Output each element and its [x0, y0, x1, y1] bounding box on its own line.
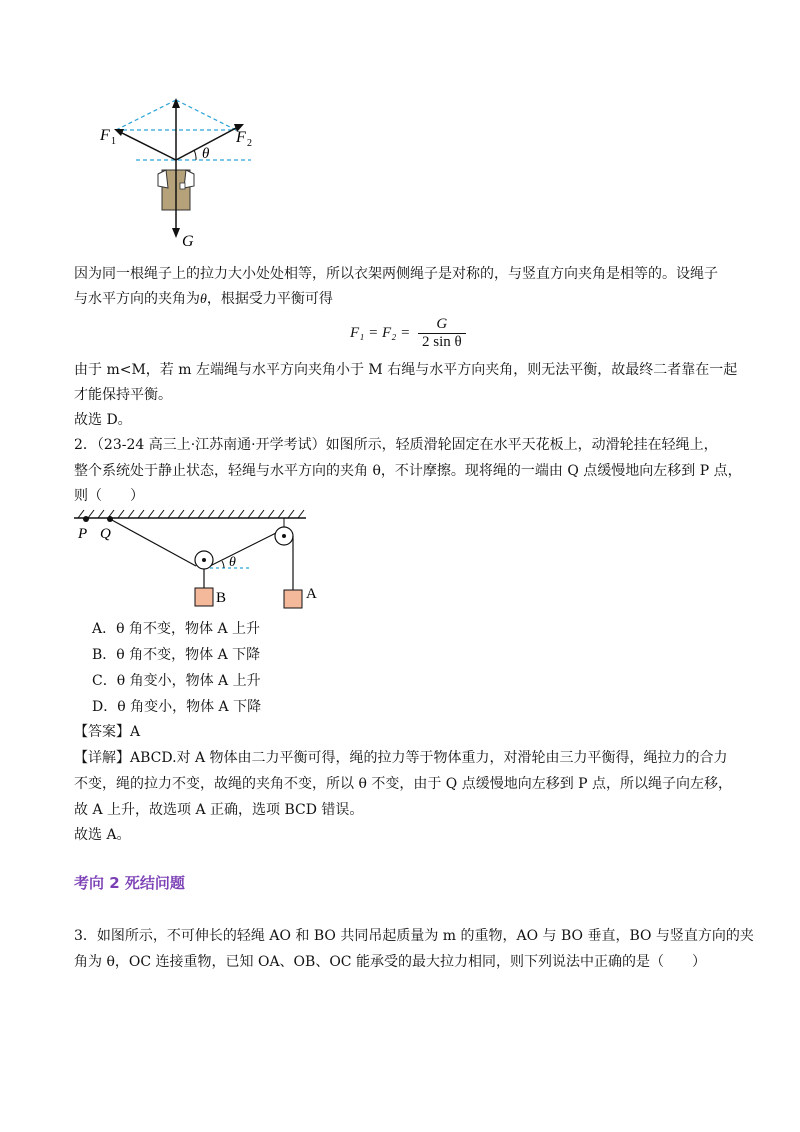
tension-formula: F₁ = F₂ = $\frac{G}{\text{2 sin θ}}$ — [350, 316, 466, 351]
label-theta-2: θ — [229, 555, 236, 570]
label-f1: F — [100, 127, 110, 144]
answer: 【答案】A — [74, 724, 141, 740]
question-2-line-1: 2．（23-24 高三上·江苏南通·开学考试）如图所示，轻质滑轮固定在水平天花板上，动滑轮挂在轻绳上， — [74, 437, 718, 453]
label-f2: F — [236, 129, 246, 146]
question-2-line-2: 整个系统处于静止状态，轻绳与水平方向的夹角 θ，不计摩擦。现将绳的一端由 Q 点缓慢地向左移到 P 点， — [74, 463, 742, 479]
question-3-line-1: 3．如图所示，不可伸长的轻绳 AO 和 BO 共同吊起质量为 m 的重物，AO 与 BO 垂直，BO 与竖直方向的夹 — [74, 928, 754, 944]
paragraph-2-line-2: 才能保持平衡。 — [74, 387, 172, 403]
detail-line-1: 【详解】ABCD.对 A 物体由二力平衡可得，绳的拉力等于物体重力，对滑轮由三力平衡得，绳拉力的合力 — [74, 750, 728, 766]
label-block-b: B — [216, 590, 227, 606]
detail-line-3: 故 A 上升，故选项 A 正确，选项 BCD 错误。 — [74, 802, 364, 818]
force-diagram — [96, 92, 316, 262]
paragraph-2-line-3: 故选 D。 — [74, 412, 132, 428]
question-3-line-2: 角为 θ，OC 连接重物，已知 OA、OB、OC 能承受的最大拉力相同，则下列说法中正确的是（ ） — [74, 954, 706, 970]
pulley-diagram — [74, 506, 324, 611]
label-p: P — [78, 526, 88, 542]
paragraph-1-line-2: 与水平方向的夹角为θ，根据受力平衡可得 — [74, 291, 333, 307]
question-2-line-3: 则（ ） — [74, 488, 144, 504]
paragraph-2-line-1: 由于 m<M，若 m 左端绳与水平方向夹角小于 M 右绳与水平方向夹角，则无法平衡，故最终二者靠在一起 — [74, 362, 738, 378]
label-f2-sub: 2 — [247, 138, 252, 149]
detail-line-2: 不变，绳的拉力不变，故绳的夹角不变，所以 θ 不变，由于 Q 点缓慢地向左移到 P 点，所以绳子向左移， — [74, 776, 733, 792]
option-c[interactable]: C．θ 角变小，物体 A 上升 — [92, 673, 261, 689]
label-g: G — [182, 233, 194, 250]
option-d[interactable]: D．θ 角变小，物体 A 下降 — [92, 699, 262, 715]
option-a[interactable]: A．θ 角不变，物体 A 上升 — [92, 621, 260, 637]
label-block-a: A — [306, 586, 317, 602]
label-q: Q — [100, 526, 111, 542]
label-theta: θ — [202, 146, 210, 162]
option-b[interactable]: B．θ 角不变，物体 A 下降 — [92, 647, 261, 663]
detail-line-4: 故选 A。 — [74, 827, 131, 843]
section-title: 考向 2 死结问题 — [74, 874, 185, 892]
paragraph-1-line-1: 因为同一根绳子上的拉力大小处处相等，所以衣架两侧绳子是对称的，与竖直方向夹角是相等的。设绳子 — [74, 266, 718, 282]
label-f1-sub: 1 — [111, 136, 116, 147]
